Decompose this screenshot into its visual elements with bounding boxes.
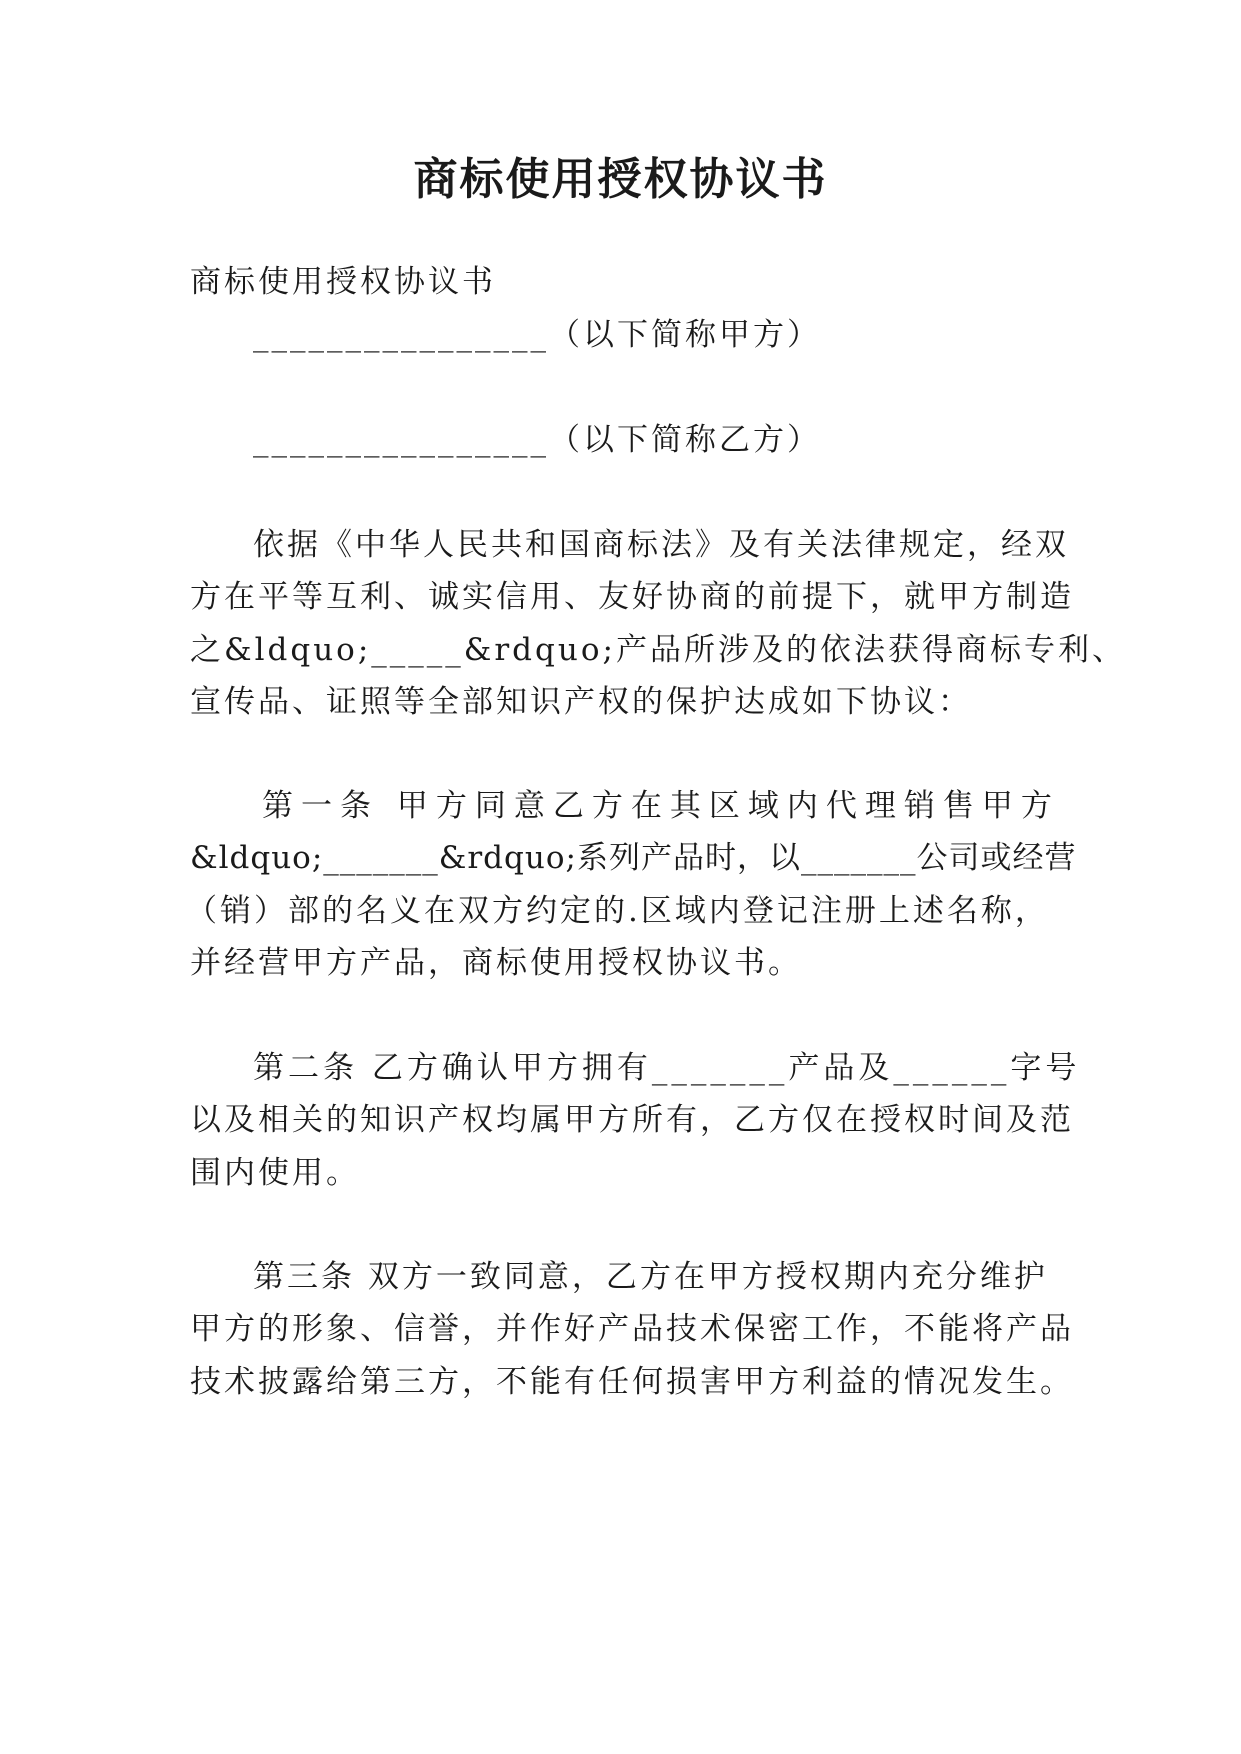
article3-line-2: 甲方的形象、信誉，并作好产品技术保密工作，不能将产品: [190, 1311, 1074, 1347]
preamble-line-2: 方在平等互利、诚实信用、友好协商的前提下，就甲方制造: [190, 579, 1074, 615]
article3-line-3: 技术披露给第三方，不能有任何损害甲方利益的情况发生。: [190, 1364, 1074, 1400]
party-a-line: ________________（以下简称甲方）: [253, 317, 821, 353]
preamble-line-4: 宣传品、证照等全部知识产权的保护达成如下协议：: [190, 684, 972, 720]
article2-line-1: 第二条 乙方确认甲方拥有_______产品及______字号: [253, 1050, 1081, 1086]
article1-line-1: 第一条 甲方同意乙方在其区域内代理销售甲方: [262, 788, 1060, 824]
document-title: 商标使用授权协议书: [413, 154, 828, 205]
article1-line-2: &ldquo;_______&rdquo;系列产品时，以_______公司或经营: [190, 840, 1077, 876]
article3-line-1: 第三条 双方一致同意，乙方在甲方授权期内充分维护: [253, 1259, 1048, 1295]
preamble-line-3: 之&ldquo;_____&rdquo;产品所涉及的依法获得商标专利、: [190, 632, 1126, 668]
article1-line-4: 并经营甲方产品，商标使用授权协议书。: [190, 945, 802, 981]
document-subtitle: 商标使用授权协议书: [190, 264, 496, 300]
article2-line-3: 围内使用。: [190, 1155, 360, 1191]
party-b-line: ________________（以下简称乙方）: [253, 422, 821, 458]
article2-line-2: 以及相关的知识产权均属甲方所有，乙方仅在授权时间及范: [190, 1102, 1074, 1138]
preamble-line-1: 依据《中华人民共和国商标法》及有关法律规定，经双: [253, 527, 1069, 563]
article1-line-3: （销）部的名义在双方约定的.区域内登记注册上述名称，: [186, 893, 1049, 929]
